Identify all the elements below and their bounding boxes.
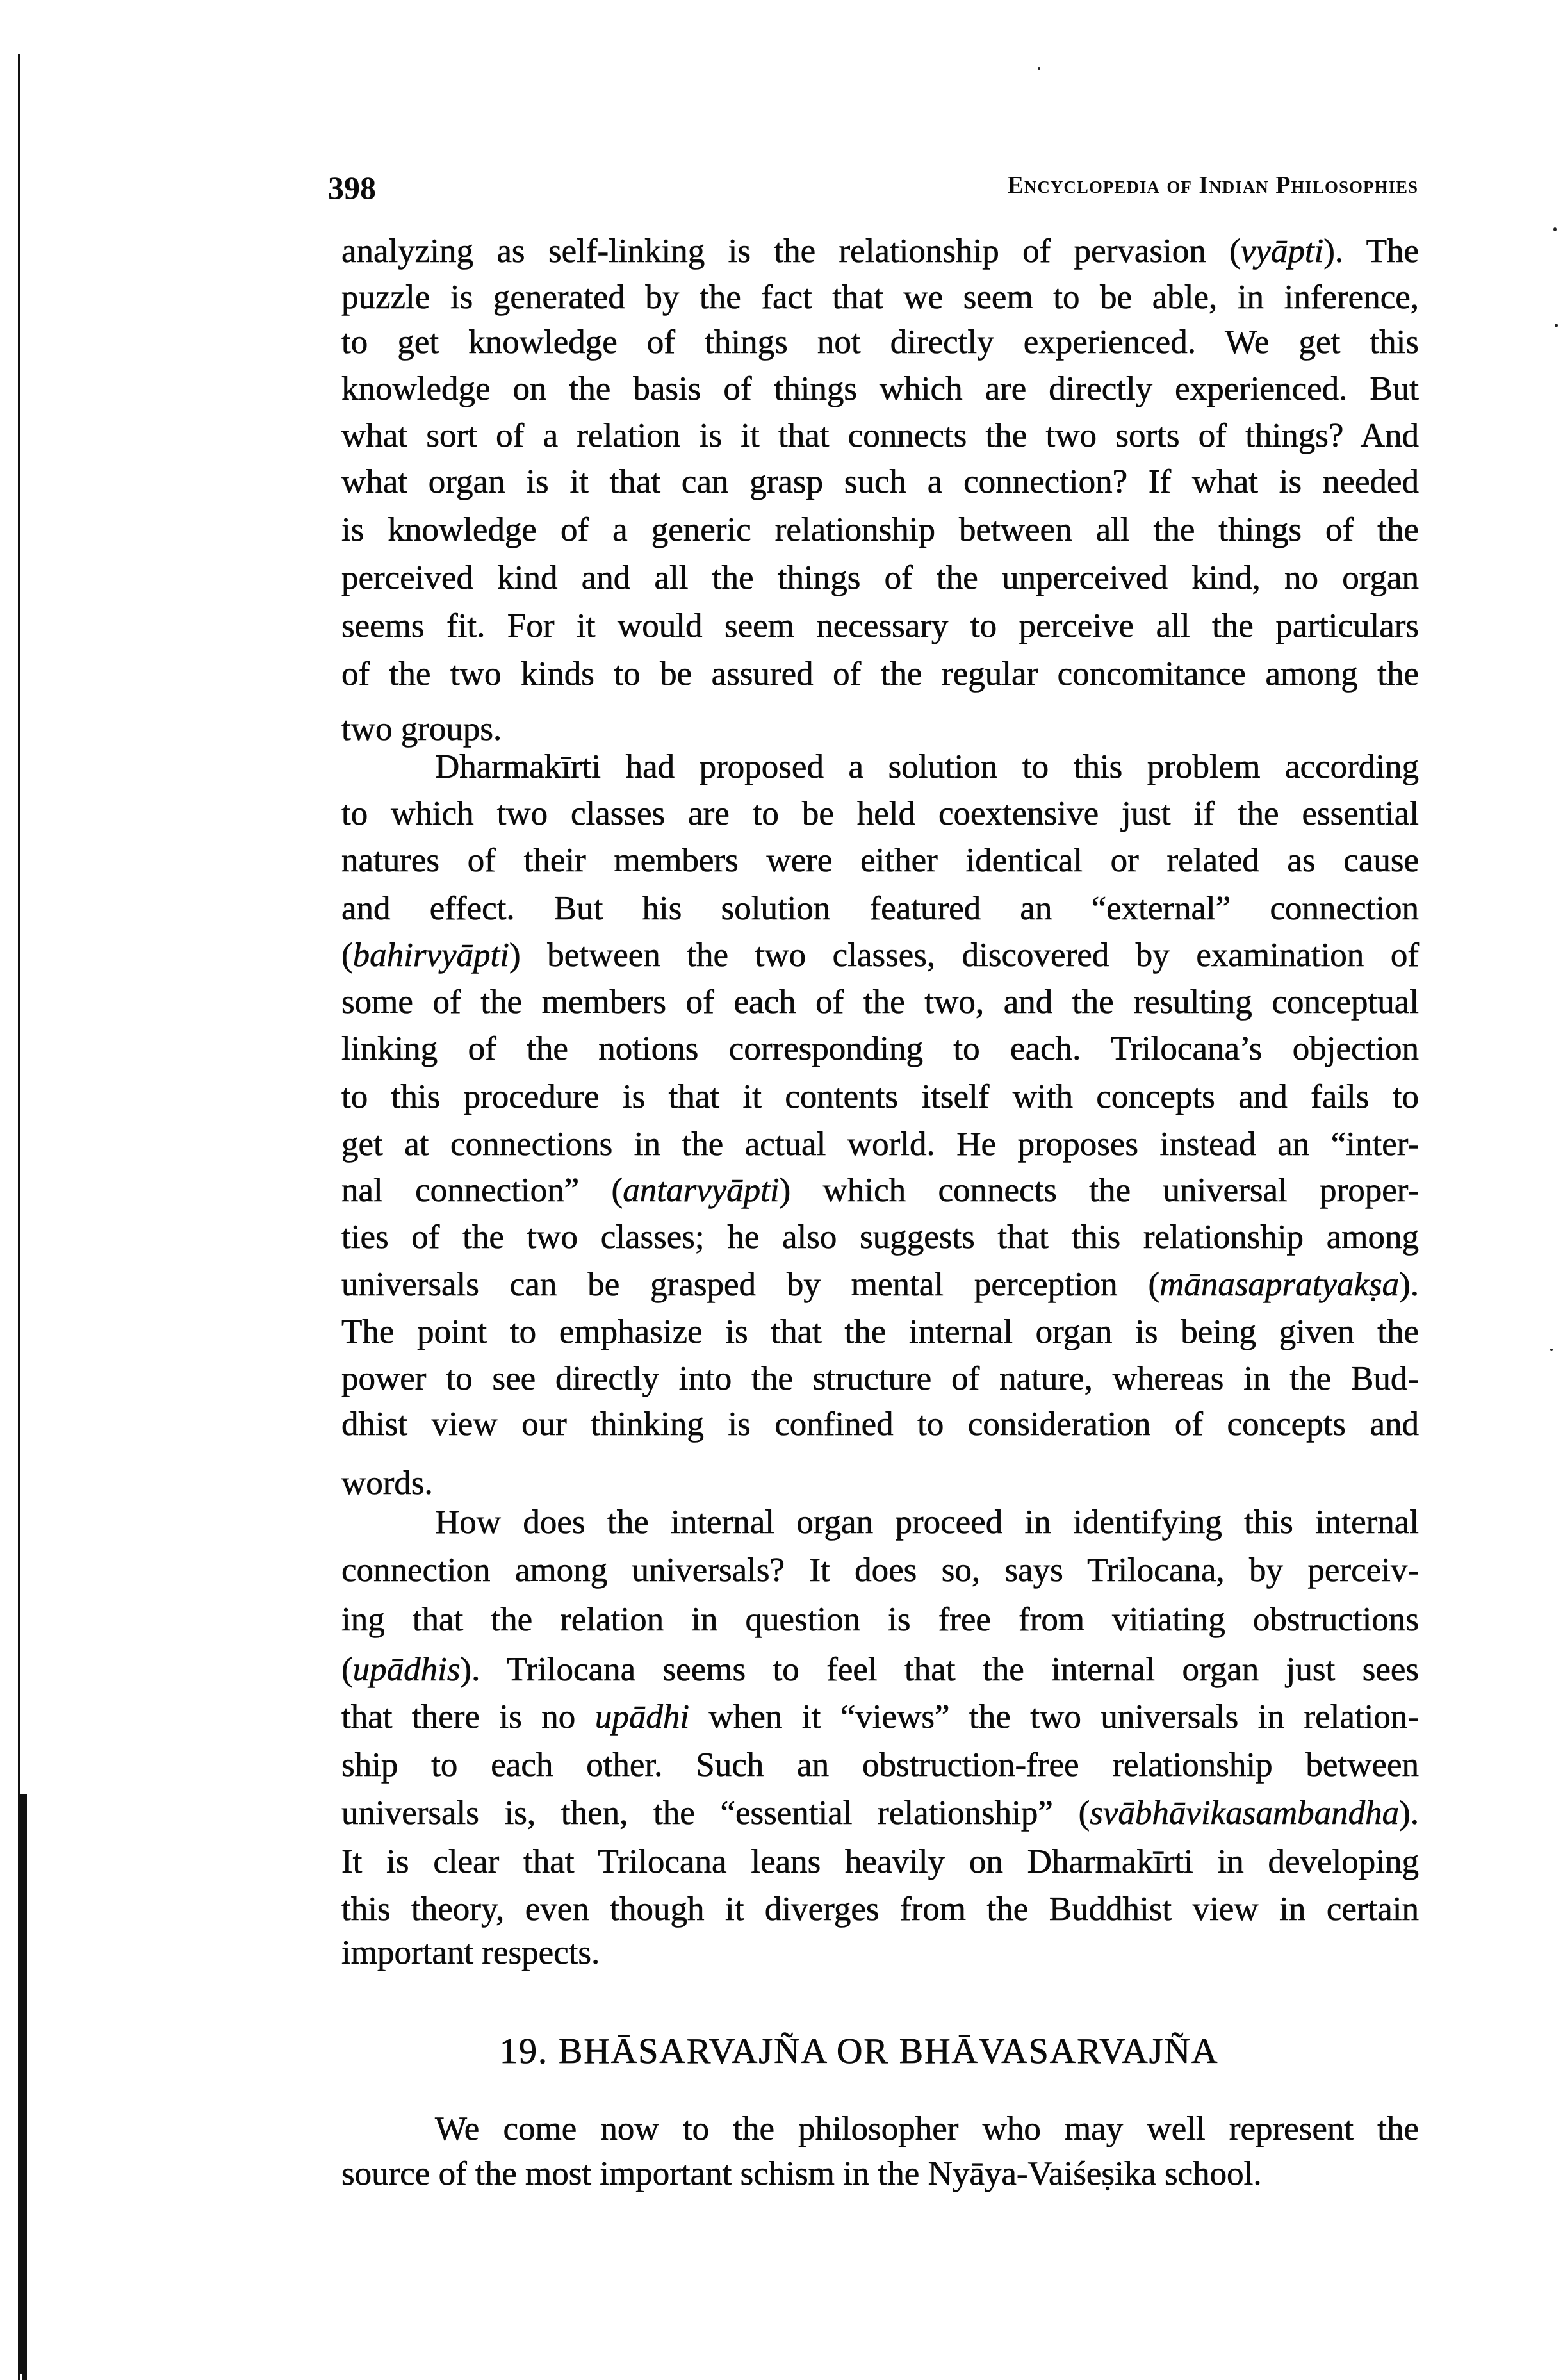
text-run: some of the members of each of the two, and the resulting conceptual <box>341 983 1419 1021</box>
text-line <box>341 1746 1419 1784</box>
text-line <box>341 1218 1419 1256</box>
text-run: what organ is it that can grasp such a connection? If what is needed <box>341 463 1419 500</box>
text-line <box>341 1078 1419 1116</box>
text-run: get at connections in the actual world. He proposes instead an “inter- <box>341 1126 1419 1163</box>
text-line <box>341 1600 1419 1639</box>
text-run: analyzing as self-linking is the relationship of pervasion ( <box>341 233 1241 270</box>
text-line <box>341 1313 1419 1351</box>
text-run: ). <box>1399 1266 1419 1303</box>
text-run: ( <box>341 937 353 974</box>
text-line <box>341 748 1419 786</box>
text-line <box>341 232 1419 270</box>
text-line <box>341 2154 1419 2193</box>
text-line <box>341 1794 1419 1832</box>
text-run: that there is no <box>341 1698 595 1736</box>
text-run: How does the internal organ proceed in identifying this internal <box>435 1504 1419 1541</box>
text-run: ) which connects the universal proper- <box>779 1172 1420 1209</box>
italic-term: vyāpti <box>1240 233 1324 270</box>
text-run: ). The <box>1323 233 1419 270</box>
text-run: power to see directly into the structure of nature, whereas in the Bud- <box>341 1360 1419 1397</box>
text-line <box>341 710 1419 748</box>
text-line <box>341 1650 1419 1689</box>
text-line <box>341 1890 1419 1928</box>
text-run: important respects. <box>341 1934 600 1971</box>
text-line <box>341 607 1419 645</box>
text-line <box>341 983 1419 1021</box>
text-run: ship to each other. Such an obstruction-free relationship between <box>341 1746 1419 1784</box>
italic-term: mānasapratyakṣa <box>1159 1266 1400 1303</box>
text-run: ) between the two classes, discovered by examination of <box>509 937 1419 974</box>
text-run: universals can be grasped by mental perception ( <box>341 1266 1160 1303</box>
text-line <box>341 655 1419 693</box>
text-run: ties of the two classes; he also suggests that this relationship among <box>341 1219 1419 1256</box>
text-run: is knowledge of a generic relationship between all the things of the <box>341 511 1419 548</box>
text-run: connection among universals? It does so, says Trilocana, by perceiv- <box>341 1552 1419 1589</box>
text-run: linking of the notions corresponding to each. Trilocana’s objection <box>341 1030 1419 1067</box>
italic-term: upādhi <box>594 1698 690 1736</box>
text-run: perceived kind and all the things of the unperceived kind, no organ <box>341 559 1419 596</box>
text-line <box>341 936 1419 974</box>
italic-term: antarvyāpti <box>623 1172 780 1209</box>
text-line <box>341 1933 1419 1972</box>
text-run: to get knowledge of things not directly experienced. We get this <box>341 324 1419 361</box>
text-line <box>341 1030 1419 1068</box>
italic-term: svābhāvikasambandha <box>1090 1794 1400 1832</box>
text-run: It is clear that Trilocana leans heavily on Dharmakīrti in developing <box>341 1843 1419 1880</box>
text-run: what sort of a relation is it that connects the two sorts of things? And <box>341 417 1419 454</box>
text-line <box>341 1503 1419 1541</box>
text-line <box>341 416 1419 455</box>
text-line <box>341 1265 1419 1304</box>
text-run: nal connection” ( <box>341 1172 623 1209</box>
text-line <box>341 1464 1419 1502</box>
text-line <box>341 463 1419 501</box>
text-run: Dharmakīrti had proposed a solution to this problem according <box>435 748 1419 785</box>
text-line <box>341 370 1419 408</box>
text-run: natures of their members were either identical or related as cause <box>341 842 1419 879</box>
text-run: puzzle is generated by the fact that we seem to be able, in inference, <box>341 279 1419 316</box>
text-run: to which two classes are to be held coextensive just if the essential <box>341 795 1419 832</box>
text-run: seems fit. For it would seem necessary to perceive all the particulars <box>341 607 1419 644</box>
text-line <box>341 1405 1419 1443</box>
text-line <box>341 889 1419 928</box>
scan-speck <box>1553 227 1557 231</box>
text-line <box>341 1551 1419 1589</box>
text-run: of the two kinds to be assured of the regular concomitance among the <box>341 655 1419 693</box>
text-run: ). <box>1399 1794 1419 1832</box>
text-run: dhist view our thinking is confined to consideration of concepts and <box>341 1406 1419 1443</box>
section-heading-text: 19. BHĀSARVAJÑA OR BHĀVASARVAJÑA <box>500 2031 1219 2071</box>
text-line <box>341 1842 1419 1881</box>
text-line <box>341 511 1419 549</box>
text-line <box>341 2110 1419 2148</box>
text-run: ). Trilocana seems to feel that the internal organ just sees <box>460 1651 1419 1688</box>
text-run: source of the most important schism in the Nyāya-Vaiśeṣika school. <box>341 2155 1262 2192</box>
text-line <box>341 1171 1419 1210</box>
text-run: and effect. But his solution featured an “external” connection <box>341 890 1419 927</box>
text-run: this theory, even though it diverges from the Buddhist view in certain <box>341 1891 1419 1928</box>
text-line <box>341 278 1419 316</box>
text-line <box>341 1359 1419 1398</box>
running-head: Encyclopedia of Indian Philosophies <box>1007 172 1418 199</box>
text-line <box>341 1698 1419 1736</box>
page-number: 398 <box>328 170 376 206</box>
text-run: knowledge on the basis of things which are directly experienced. But <box>341 370 1419 407</box>
text-run: ing that the relation in question is free from vitiating obstructions <box>341 1601 1419 1638</box>
text-run: two groups. <box>341 710 502 748</box>
scan-speck <box>1038 67 1040 70</box>
text-run: to this procedure is that it contents itself with concepts and fails to <box>341 1078 1419 1115</box>
text-run: universals is, then, the “essential relationship” ( <box>341 1794 1090 1832</box>
scan-binding-edge-line-outer <box>19 1794 22 2374</box>
scan-speck <box>1555 324 1558 327</box>
text-run: when it “views” the two universals in relation- <box>689 1698 1420 1736</box>
text-line <box>341 1125 1419 1163</box>
text-line <box>341 841 1419 880</box>
text-line <box>341 559 1419 597</box>
text-line <box>341 323 1419 361</box>
text-run: We come now to the philosopher who may well represent the <box>435 2110 1419 2147</box>
text-run: words. <box>341 1465 433 1502</box>
italic-term: upādhis <box>352 1651 461 1688</box>
scan-speck <box>1550 1349 1553 1351</box>
italic-term: bahirvyāpti <box>352 937 510 974</box>
text-run: The point to emphasize is that the internal organ is being given the <box>341 1313 1419 1350</box>
text-run: ( <box>341 1651 353 1688</box>
scan-binding-edge-line-inner <box>22 1794 27 2380</box>
text-line <box>341 794 1419 833</box>
